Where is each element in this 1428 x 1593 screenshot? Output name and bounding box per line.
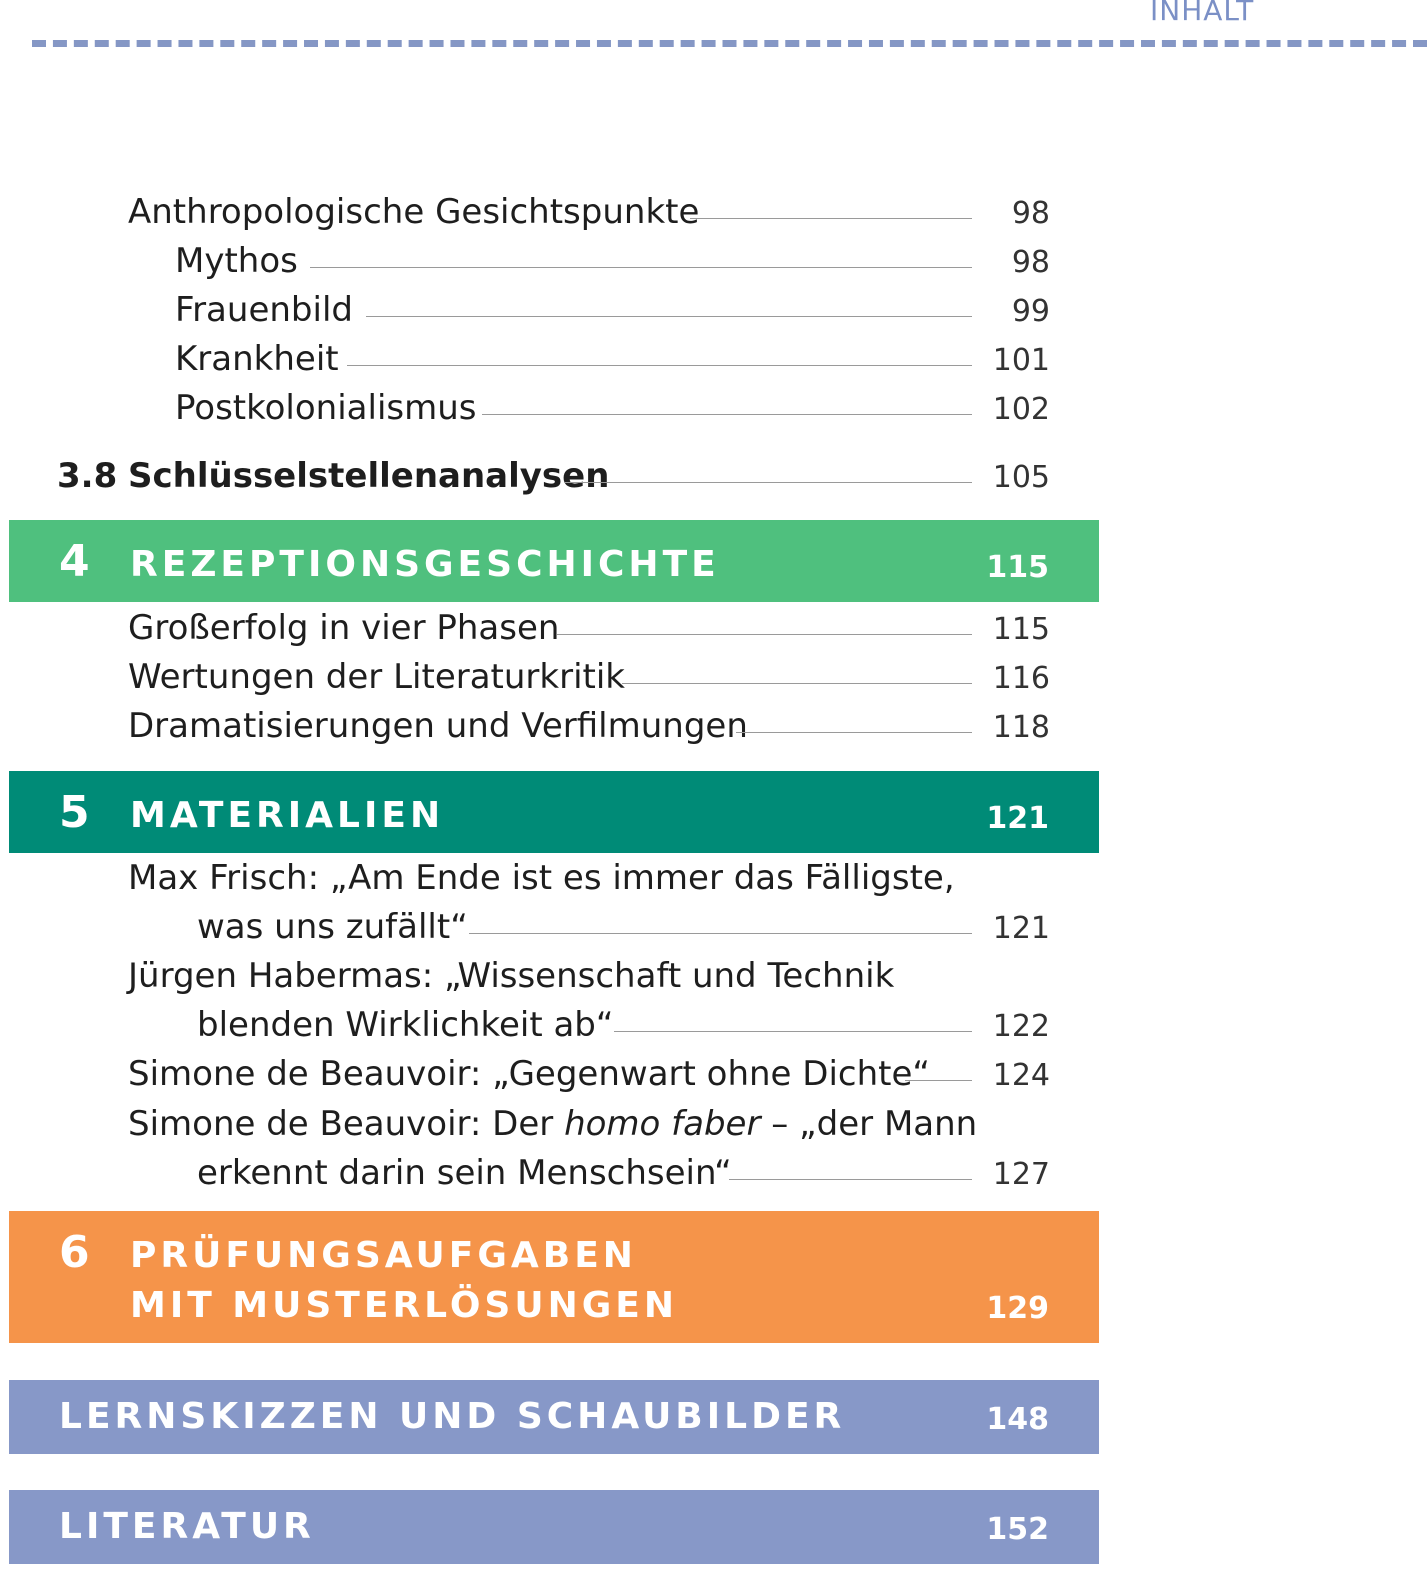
- toc-entry-frauenbild[interactable]: [0, 288, 1050, 338]
- toc-entry-number: 3.8: [57, 456, 118, 496]
- toc-entry-page: 102: [992, 392, 1050, 427]
- toc-entry-page: 124: [992, 1058, 1050, 1093]
- toc-entry-page: 118: [992, 710, 1050, 745]
- section-title: LERNSKIZZEN UND SCHAUBILDER: [59, 1396, 846, 1437]
- section-number: 4: [59, 536, 90, 587]
- toc-entry-anthropologische-gesichtspunkte[interactable]: [0, 190, 1050, 240]
- toc-entry-title: Krankheit: [175, 339, 339, 379]
- toc-entry-grosserfolg[interactable]: [0, 606, 1050, 656]
- toc-leader-line: [622, 683, 972, 684]
- toc-entry-beauvoir-homo-faber-line1: [128, 1102, 977, 1146]
- section-page: 148: [986, 1402, 1049, 1437]
- toc-leader-line: [482, 414, 972, 415]
- toc-entry-beauvoir-homo-faber[interactable]: [0, 1151, 1050, 1201]
- toc-entry-dramatisierungen[interactable]: [0, 704, 1050, 754]
- toc-leader-line: [729, 1179, 972, 1180]
- section-title-line1: PRÜFUNGSAUFGABEN: [130, 1235, 637, 1276]
- section-title: LITERATUR: [59, 1506, 315, 1547]
- toc-entry-page: 122: [992, 1009, 1050, 1044]
- toc-entry-page: 99: [1011, 294, 1050, 329]
- toc-entry-title: was uns zufällt“: [197, 907, 468, 947]
- toc-entry-title: Mythos: [175, 241, 298, 281]
- toc-entry-title: Dramatisierungen und Verfilmungen: [128, 706, 748, 746]
- header-dashed-rule: [32, 40, 1427, 47]
- header-label: INHALT: [1150, 0, 1255, 27]
- toc-entry-mythos[interactable]: [0, 239, 1050, 289]
- toc-entry-page: 98: [1011, 245, 1050, 280]
- section-band-pruefungsaufgaben[interactable]: [9, 1211, 1099, 1343]
- section-title-line2: MIT MUSTERLÖSUNGEN: [130, 1285, 678, 1326]
- section-number: 6: [59, 1227, 90, 1278]
- section-band-materialien[interactable]: [9, 771, 1099, 853]
- toc-entry-wertungen[interactable]: [0, 655, 1050, 705]
- section-page: 129: [986, 1291, 1049, 1326]
- toc-entry-page: 116: [992, 661, 1050, 696]
- toc-entry-habermas-line1: Jürgen Habermas: „Wissenschaft und Technik: [128, 956, 895, 996]
- section-number: 5: [59, 787, 90, 838]
- toc-entry-title: Großerfolg in vier Phasen: [128, 608, 560, 648]
- toc-entry-title: blenden Wirklichkeit ab“: [197, 1005, 614, 1045]
- toc-entry-page: 98: [1011, 196, 1050, 231]
- toc-leader-line: [565, 482, 972, 483]
- section-band-literatur[interactable]: [9, 1490, 1099, 1564]
- section-band-lernskizzen[interactable]: [9, 1380, 1099, 1454]
- toc-entry-title: erkennt darin sein Menschsein“: [197, 1153, 732, 1193]
- toc-entry-page: 121: [992, 911, 1050, 946]
- toc-leader-line: [347, 365, 972, 366]
- toc-entry-title: Frauenbild: [175, 290, 353, 330]
- toc-entry-frisch[interactable]: [0, 905, 1050, 955]
- toc-entry-page: 115: [992, 612, 1050, 647]
- title-part: Simone de Beauvoir: Der: [128, 1104, 565, 1144]
- toc-leader-line: [614, 1031, 972, 1032]
- toc-leader-line: [310, 267, 972, 268]
- toc-leader-line: [366, 316, 972, 317]
- toc-entry-title: Postkolonialismus: [175, 388, 477, 428]
- toc-entry-beauvoir-gegenwart[interactable]: [0, 1052, 1050, 1102]
- toc-leader-line: [690, 218, 972, 219]
- section-page: 152: [986, 1512, 1049, 1547]
- section-page: 121: [986, 801, 1049, 836]
- section-page: 115: [986, 550, 1049, 585]
- toc-leader-line: [736, 732, 972, 733]
- title-part: – „der Mann: [760, 1104, 978, 1144]
- section-title: REZEPTIONSGESCHICHTE: [130, 544, 720, 585]
- toc-entry-title: Simone de Beauvoir: „Gegenwart ohne Dichte“: [128, 1054, 931, 1094]
- section-band-rezeptionsgeschichte[interactable]: [9, 520, 1099, 602]
- toc-entry-title: Schlüsselstellenanalysen: [128, 456, 610, 496]
- toc-leader-line: [469, 933, 972, 934]
- toc-entry-schluesselstellenanalysen[interactable]: [0, 454, 1050, 504]
- toc-entry-postkolonialismus[interactable]: [0, 386, 1050, 436]
- toc-entry-habermas[interactable]: [0, 1003, 1050, 1053]
- toc-leader-line: [905, 1080, 972, 1081]
- toc-entry-title: Wertungen der Literaturkritik: [128, 657, 625, 697]
- title-italic-part: homo faber: [564, 1104, 761, 1144]
- section-title: MATERIALIEN: [130, 795, 445, 836]
- toc-entry-krankheit[interactable]: [0, 337, 1050, 387]
- toc-entry-page: 105: [992, 460, 1050, 495]
- toc-entry-page: 101: [992, 343, 1050, 378]
- toc-leader-line: [557, 634, 972, 635]
- toc-entry-page: 127: [992, 1157, 1050, 1192]
- toc-entry-title: Anthropologische Gesichtspunkte: [128, 192, 700, 232]
- toc-entry-frisch-line1: Max Frisch: „Am Ende ist es immer das Fälligste,: [128, 858, 955, 898]
